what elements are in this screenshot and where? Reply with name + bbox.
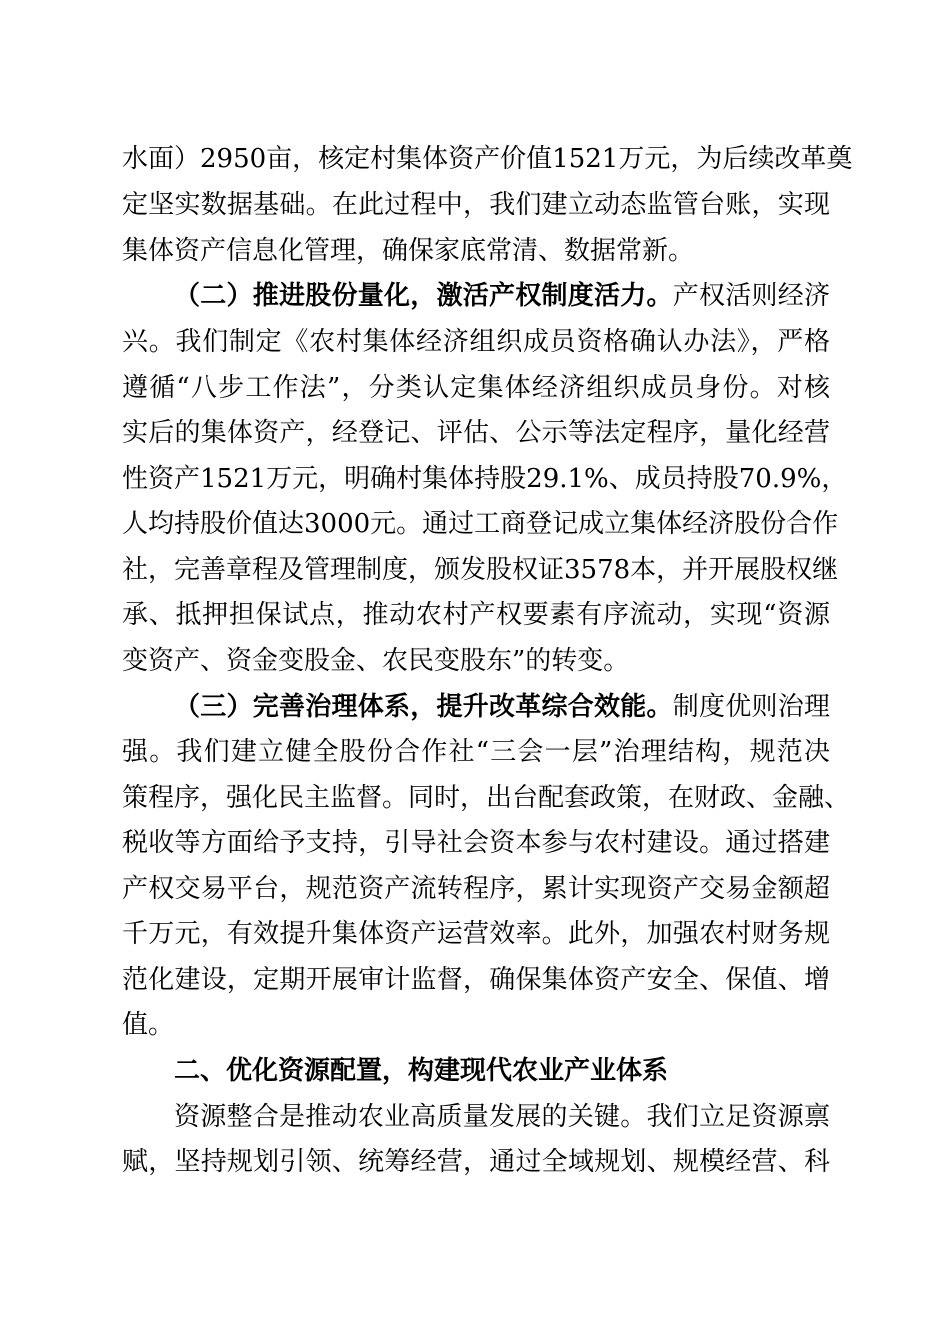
paragraph-line: 遵循“八步工作法”，分类认定集体经济组织成员身份。对核: [122, 373, 830, 403]
paragraph-line: 定坚实数据基础。在此过程中，我们建立动态监管台账，实现: [122, 190, 830, 220]
paragraph-line: 策程序，强化民主监督。同时，出台配套政策，在财政、金融、: [122, 783, 851, 813]
subsection-heading-3: （三）完善治理体系，提升改革综合效能。: [174, 692, 673, 722]
paragraph-line: 变资产、资金变股金、农民变股东”的转变。: [122, 646, 630, 676]
subsection-lead-text: 制度优则治理: [672, 692, 830, 722]
paragraph-line: 范化建设，定期开展审计监督，确保集体资产安全、保值、增: [122, 965, 830, 995]
subsection-heading-2: （二）推进股份量化，激活产权制度活力。: [174, 281, 673, 311]
paragraph-line: 社，完善章程及管理制度，颁发股权证3578本，并开展股权继: [122, 555, 839, 585]
paragraph-line: 水面）2950亩，核定村集体资产价值1521万元，为后续改革奠: [122, 144, 853, 174]
section-heading: 二、优化资源配置，构建现代农业产业体系: [174, 1056, 669, 1086]
paragraph-line: 承、抵押担保试点，推动农村产权要素有序流动，实现“资源: [122, 600, 830, 630]
paragraph-line: 资源整合是推动农业高质量发展的关键。我们立足资源禀: [174, 1102, 830, 1132]
paragraph-line: 千万元，有效提升集体资产运营效率。此外，加强农村财务规: [122, 919, 830, 949]
paragraph-line: 人均持股价值达3000元。通过工商登记成立集体经济股份合作: [122, 509, 839, 539]
paragraph-line: 税收等方面给予支持，引导社会资本参与农村建设。通过搭建: [122, 828, 830, 858]
paragraph-line: 强。我们建立健全股份合作社“三会一层”治理结构，规范决: [122, 737, 830, 767]
paragraph-line: 兴。我们制定《农村集体经济组织成员资格确认办法》，严格: [122, 327, 830, 357]
paragraph-line: 实后的集体资产，经登记、评估、公示等法定程序，量化经营: [122, 418, 830, 448]
paragraph-line: 集体资产信息化管理，确保家底常清、数据常新。: [122, 236, 695, 266]
subsection-lead-text: 产权活则经济: [672, 281, 830, 311]
paragraph-line: 值。: [122, 1010, 175, 1040]
subsection-line: [174, 273, 830, 319]
paragraph-line: 性资产1521万元，明确村集体持股29.1%、成员持股70.9%，: [122, 464, 848, 494]
subsection-line: [174, 684, 830, 730]
paragraph-line: 产权交易平台，规范资产流转程序，累计实现资产交易金额超: [122, 874, 830, 904]
paragraph-line: 赋，坚持规划引领、统筹经营，通过全域规划、规模经营、科: [122, 1147, 830, 1177]
